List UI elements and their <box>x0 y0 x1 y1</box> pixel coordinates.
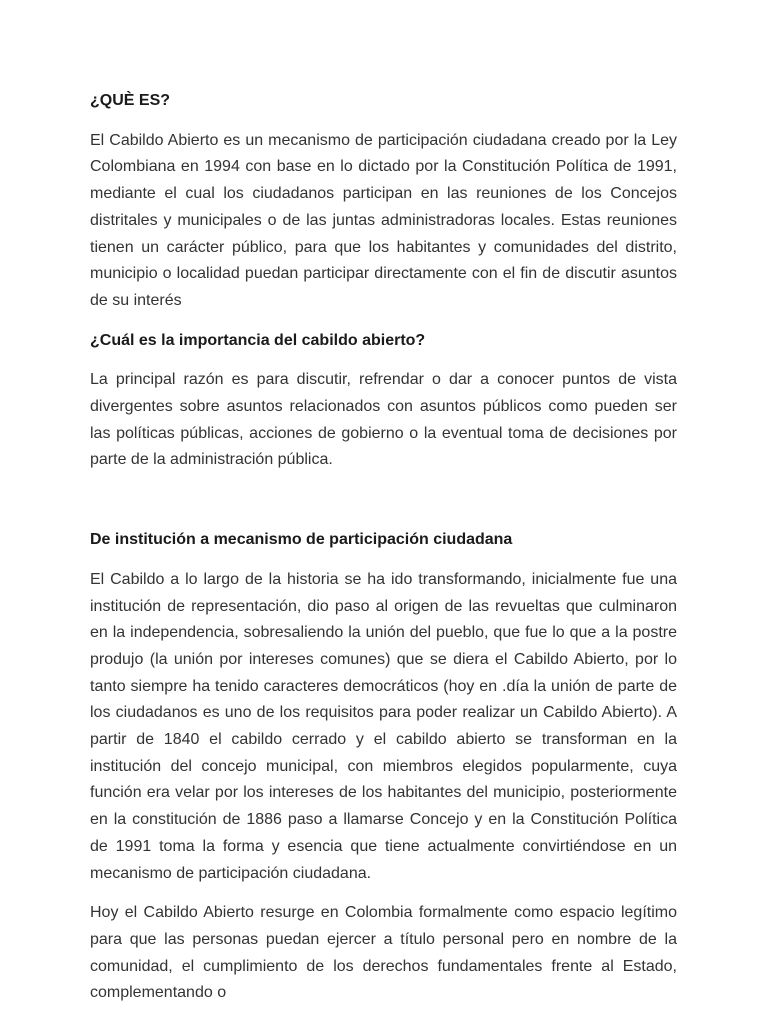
heading-institution: De institución a mecanismo de participación ciudadana <box>90 531 513 549</box>
paragraph-definition: El Cabildo Abierto es un mecanismo de participación ciudadana creado por la Ley Colombiana en 1994 con base en lo dictado por la Constitución Política de 1991, mediante el cual los ciudadanos participan en las reuniones de los Concejos distritales y municipales o de las juntas administradoras locales. Estas reuniones tienen un carácter público, para que los habitantes y comunidades del distrito, municipio o localidad puedan participar directamente con el fin de discutir asuntos de su interés <box>90 131 677 309</box>
paragraph-importance: La principal razón es para discutir, refrendar o dar a conocer puntos de vista divergentes sobre asuntos relacionados con asuntos públicos como pueden ser las políticas públicas, acciones de gobierno o la eventual toma de decisiones por parte de la administración pública. <box>90 371 677 469</box>
paragraph-history: El Cabildo a lo largo de la historia se ha ido transformando, inicialmente fue una institución de representación, dio paso al origen de las revueltas que culminaron en la independencia, sobresaliendo la unión del pueblo, que fue lo que a la postre produjo (la unión por intereses comunes) que se diera el Cabildo Abierto, por lo tanto siempre ha tenido caracteres democráticos (hoy en .día la unión de parte de los ciudadanos es uno de los requisitos para poder realizar un Cabildo Abierto). A partir de 1840 el cabildo cerrado y el cabildo abierto se transforman en la institución del concejo municipal, con miembros elegidos popularmente, cuya función era velar por los intereses de los habitantes del municipio, posteriormente en la constitución de 1886 paso a llamarse Concejo y en la Constitución Política de 1991 toma la forma y esencia que tiene actualmente convirtiéndose en un mecanismo de participación ciudadana. <box>90 570 677 882</box>
document-page <box>90 88 677 1007</box>
heading-importance: ¿Cuál es la importancia del cabildo abierto? <box>90 331 426 349</box>
paragraph-today: Hoy el Cabildo Abierto resurge en Colombia formalmente como espacio legítimo para que las personas puedan ejercer a título personal pero en nombre de la comunidad, el cumplimiento de los derechos fundamentales frente al Estado, complementando o <box>90 904 677 1002</box>
heading-que-es: ¿QUÈ ES? <box>90 92 171 109</box>
